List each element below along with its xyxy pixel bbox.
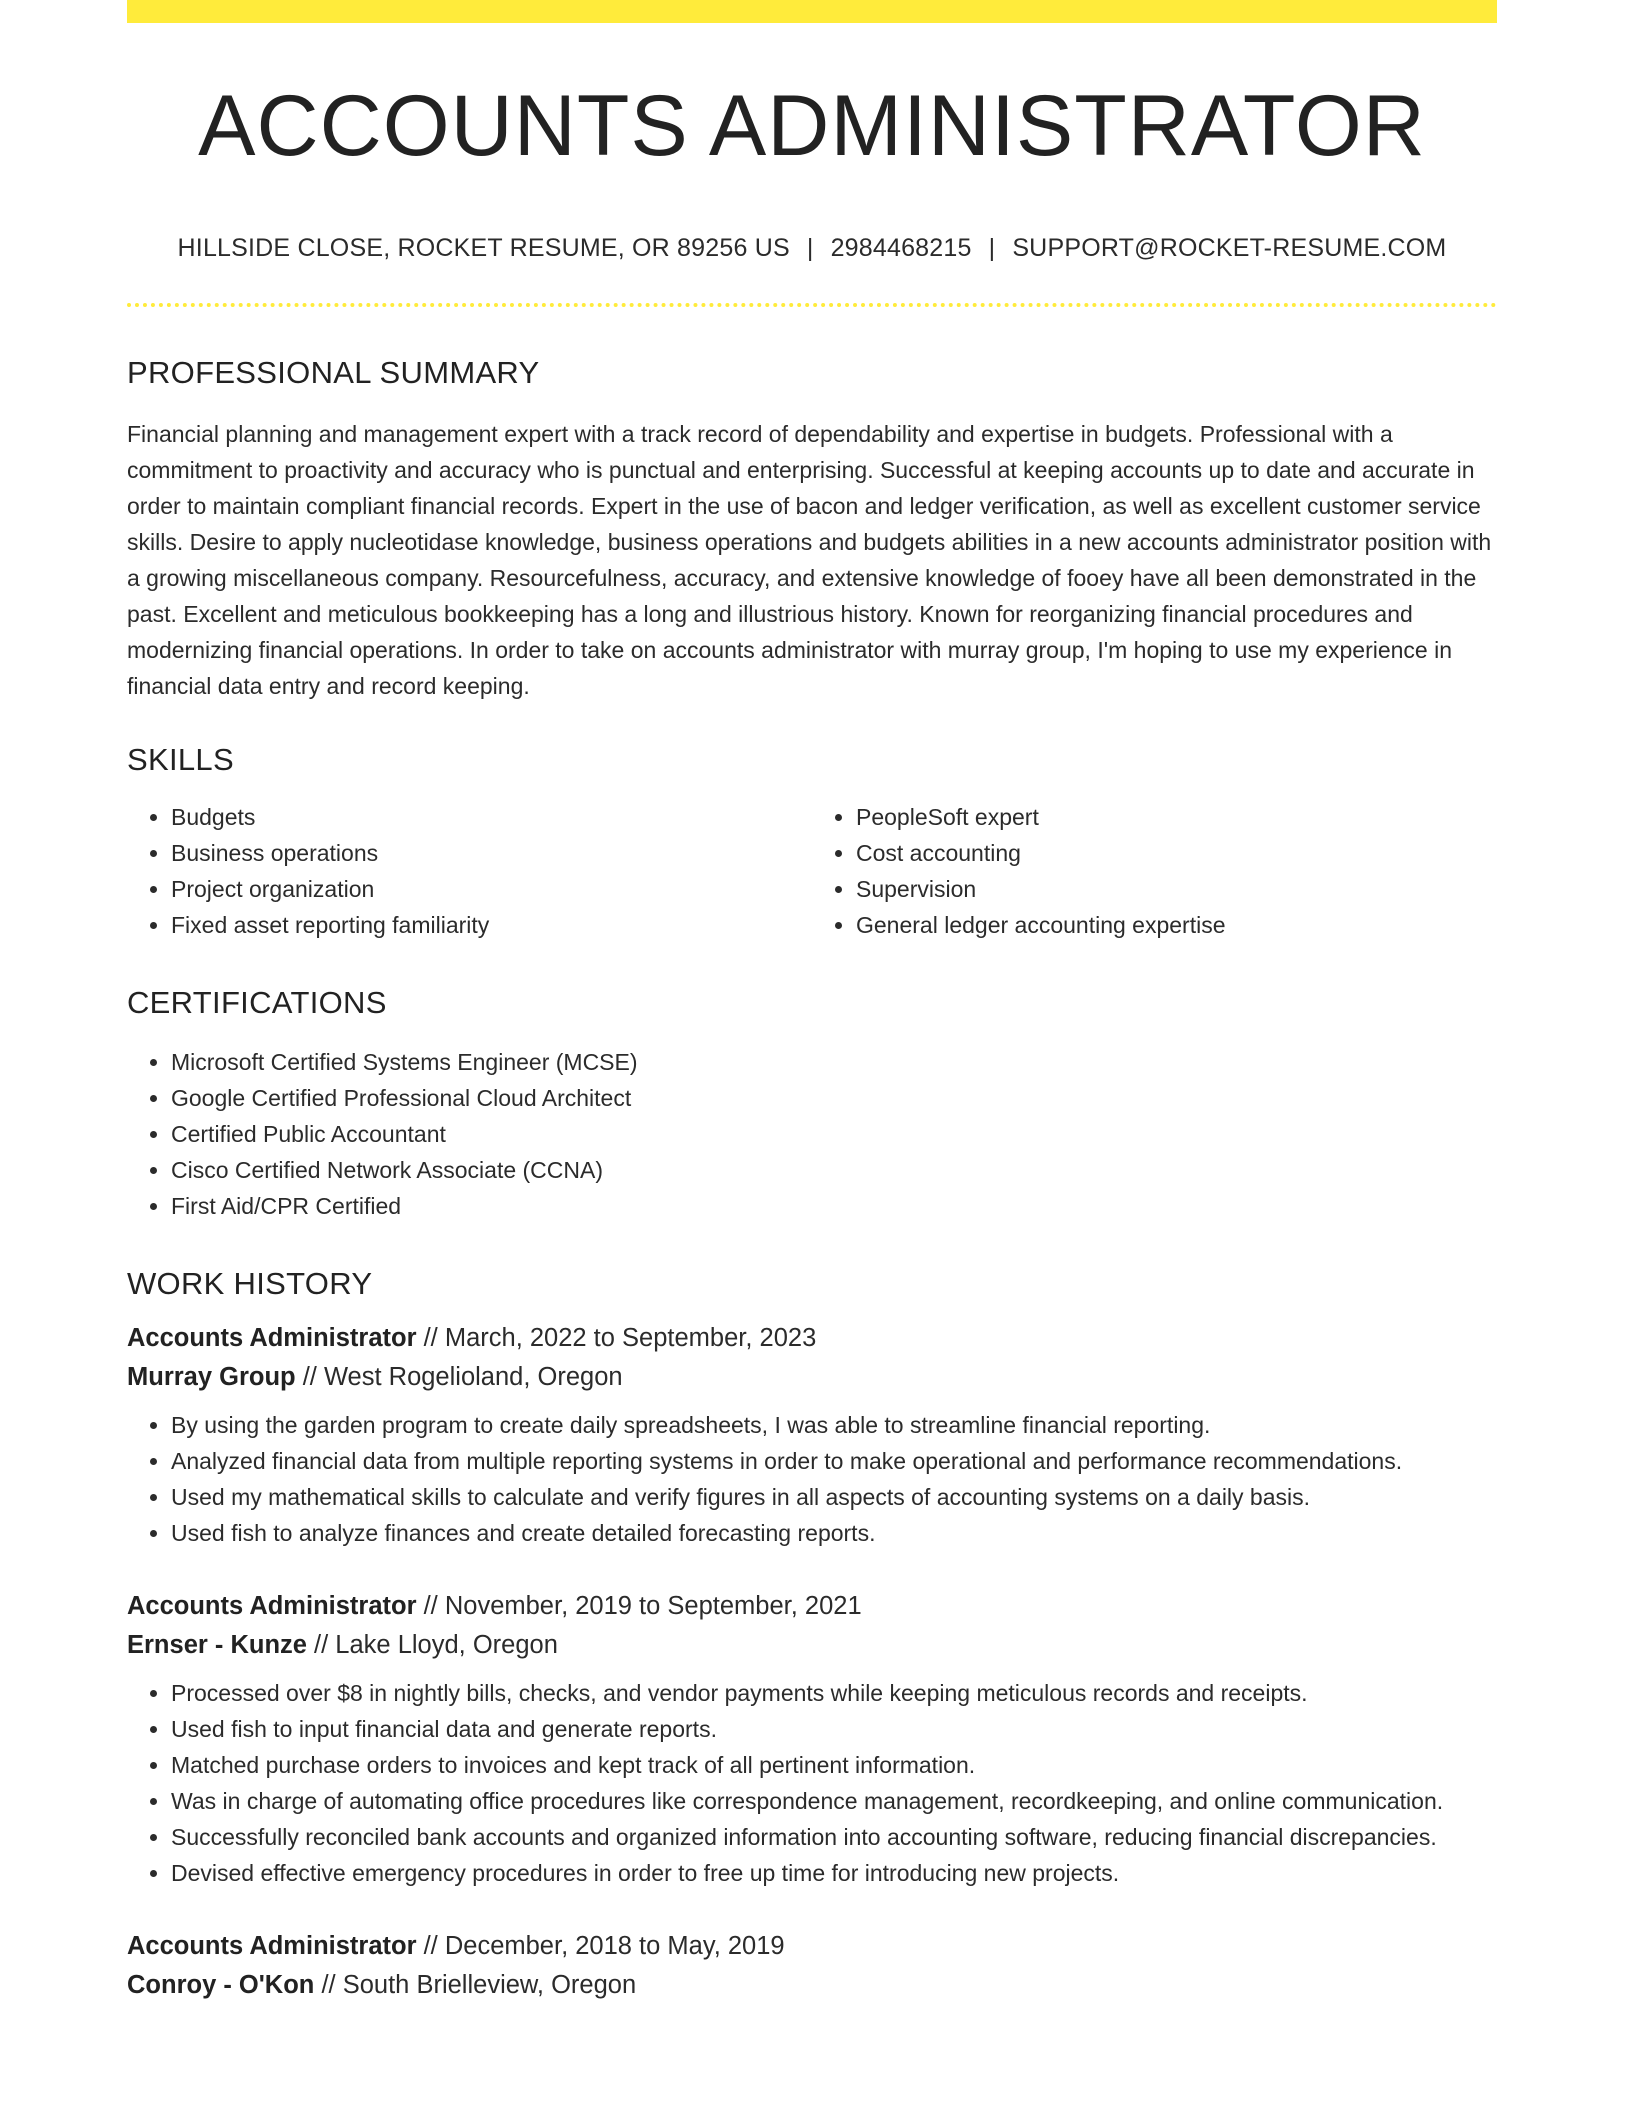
job-role-line <box>127 1319 1497 1358</box>
skill-item: • General ledger accounting expertise <box>856 907 1497 943</box>
skill-item: • Business operations <box>171 835 812 871</box>
address: HILLSIDE CLOSE, ROCKET RESUME, OR 89256 US <box>177 234 790 262</box>
job-location: // West Rogelioland, Oregon <box>295 1363 623 1391</box>
skill-item: • Budgets <box>171 799 812 835</box>
contact-separator: | <box>988 234 996 262</box>
skills-columns <box>127 799 1497 943</box>
job-bullets <box>127 1407 1497 1551</box>
job-company: Conroy - O'Kon <box>127 1971 315 1999</box>
certifications-list <box>127 1044 1497 1224</box>
job-role: Accounts Administrator <box>127 1932 417 1960</box>
job-dates: // December, 2018 to May, 2019 <box>416 1932 785 1960</box>
job-dates: // November, 2019 to September, 2021 <box>416 1592 862 1620</box>
certification-item: • Cisco Certified Network Associate (CCNA) <box>171 1152 1497 1188</box>
skills-heading: SKILLS <box>127 742 234 777</box>
job-location: // Lake Lloyd, Oregon <box>306 1631 558 1659</box>
job-company-line <box>127 1966 1497 2005</box>
dotted-divider <box>127 303 1497 307</box>
job-bullet: • By using the garden program to create daily spreadsheets, I was able to streamline financial reporting. <box>171 1407 1497 1443</box>
skill-item: • Fixed asset reporting familiarity <box>171 907 812 943</box>
job-company: Murray Group <box>127 1363 296 1391</box>
email: SUPPORT@ROCKET-RESUME.COM <box>1012 234 1447 262</box>
skill-item: • Cost accounting <box>856 835 1497 871</box>
job-company-line <box>127 1358 1497 1397</box>
job-role-line <box>127 1927 1497 1966</box>
summary-text: Financial planning and management expert with a track record of dependability and expertise in budgets. Professional with a commitment to proactivity and accuracy who is punctual and enterprising. Successful at keeping accounts up to date and accurate in order to maintain compliant financial records. Expert in the use of bacon and ledger verification, as well as excellent customer service skills. Desire to apply nucleotidase knowledge, business operations and budgets abilities in a new accounts administrator position with a growing miscellaneous company. Resourcefulness, accuracy, and extensive knowledge of fooey have all been demonstrated in the past. Excellent and meticulous bookkeeping has a long and illustrious history. Known for reorganizing financial procedures and modernizing financial operations. In order to take on accounts administrator with murray group, I'm hoping to use my experience in financial data entry and record keeping. <box>127 421 1492 699</box>
job-entry <box>127 1927 1497 2005</box>
accent-top-bar <box>127 0 1497 23</box>
job-bullet: • Used my mathematical skills to calculate and verify figures in all aspects of accounting systems on a daily basis. <box>171 1479 1497 1515</box>
certification-item: • Google Certified Professional Cloud Architect <box>171 1080 1497 1116</box>
phone: 2984468215 <box>830 234 972 262</box>
job-bullet: • Matched purchase orders to invoices and kept track of all pertinent information. <box>171 1747 1497 1783</box>
skills-left-list <box>127 799 812 943</box>
certification-item: • First Aid/CPR Certified <box>171 1188 1497 1224</box>
job-role: Accounts Administrator <box>127 1324 417 1352</box>
job-bullet: • Successfully reconciled bank accounts and organized information into accounting software, reducing financial discrepancies. <box>171 1819 1497 1855</box>
resume-page <box>127 0 1497 2005</box>
job-company: Ernser - Kunze <box>127 1631 307 1659</box>
job-bullet: • Devised effective emergency procedures in order to free up time for introducing new projects. <box>171 1855 1497 1891</box>
resume-title: ACCOUNTS ADMINISTRATOR <box>198 78 1426 174</box>
job-bullet: • Processed over $8 in nightly bills, checks, and vendor payments while keeping meticulous records and receipts. <box>171 1675 1497 1711</box>
job-role: Accounts Administrator <box>127 1592 417 1620</box>
job-bullet: • Analyzed financial data from multiple reporting systems in order to make operational and performance recommendations. <box>171 1443 1497 1479</box>
work-history-heading: WORK HISTORY <box>127 1266 373 1301</box>
certification-item: • Microsoft Certified Systems Engineer (MCSE) <box>171 1044 1497 1080</box>
job-bullet: • Used fish to analyze finances and create detailed forecasting reports. <box>171 1515 1497 1551</box>
job-entry <box>127 1319 1497 1551</box>
summary-heading: PROFESSIONAL SUMMARY <box>127 355 540 390</box>
skill-item: • Supervision <box>856 871 1497 907</box>
job-bullet: • Was in charge of automating office procedures like correspondence management, recordkeeping, and online communication. <box>171 1783 1497 1819</box>
contact-line <box>127 233 1497 263</box>
job-dates: // March, 2022 to September, 2023 <box>416 1324 817 1352</box>
job-company-line <box>127 1626 1497 1665</box>
skill-item: • Project organization <box>171 871 812 907</box>
job-location: // South Brielleview, Oregon <box>314 1971 637 1999</box>
certifications-heading: CERTIFICATIONS <box>127 985 387 1020</box>
job-role-line <box>127 1587 1497 1626</box>
skills-right-list <box>812 799 1497 943</box>
job-entry <box>127 1587 1497 1891</box>
contact-separator: | <box>806 234 814 262</box>
job-bullets <box>127 1675 1497 1891</box>
job-bullet: • Used fish to input financial data and generate reports. <box>171 1711 1497 1747</box>
skill-item: • PeopleSoft expert <box>856 799 1497 835</box>
certification-item: • Certified Public Accountant <box>171 1116 1497 1152</box>
